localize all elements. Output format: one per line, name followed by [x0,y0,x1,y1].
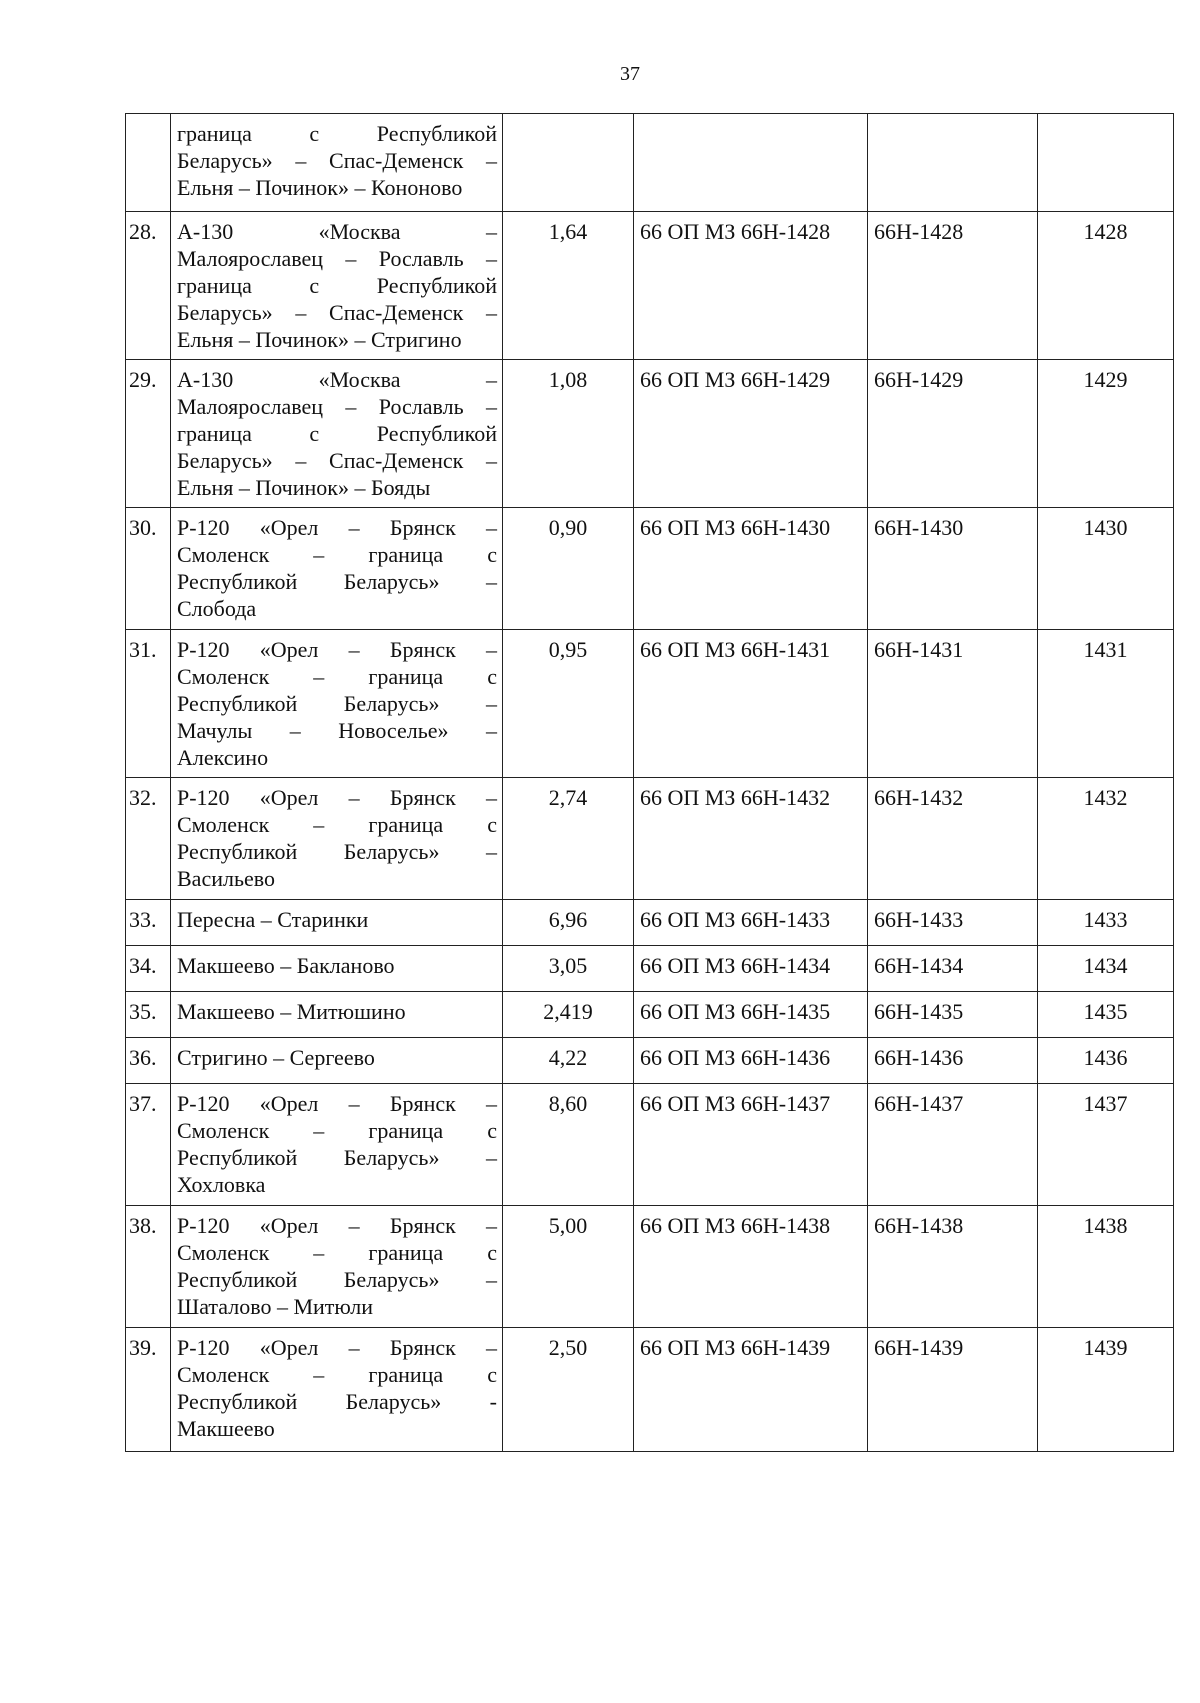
length-cell: 2,419 [503,992,634,1038]
table-row [126,1206,1174,1328]
road-code-cell: 66Н-1437 [868,1084,1038,1206]
registration-number-cell: 66 ОП МЗ 66Н-1438 [634,1206,868,1328]
road-name-line: Слобода [177,596,257,621]
length-cell: 2,74 [503,778,634,900]
length-cell: 2,50 [503,1328,634,1452]
road-name-line: Смоленск – граница с [177,1240,497,1265]
road-name-line: Шаталово – Митюли [177,1294,374,1319]
road-name-line: Р-120 «Орел – Брянск – [177,1335,497,1360]
road-code-cell [868,114,1038,212]
sequence-number-cell [1038,114,1174,212]
length-cell: 3,05 [503,946,634,992]
row-number-cell: 28. [126,212,171,360]
sequence-number-cell: 1429 [1038,360,1174,508]
road-name-line: Беларусь» – Спас-Деменск – [177,148,497,173]
length-cell: 1,64 [503,212,634,360]
road-code-cell: 66Н-1435 [868,992,1038,1038]
road-name-line: Республикой Беларусь» – [177,839,497,864]
road-name-cell [171,1038,503,1084]
road-name-line: Пересна – Старинки [177,907,369,932]
road-code-cell: 66Н-1432 [868,778,1038,900]
registration-number-cell [634,114,868,212]
road-name-line: Республикой Беларусь» - [177,1389,497,1414]
road-name-cell [171,1206,503,1328]
road-name-line: граница с Республикой [177,273,497,298]
registration-number-cell: 66 ОП МЗ 66Н-1435 [634,992,868,1038]
length-cell: 0,90 [503,508,634,630]
table-row [126,212,1174,360]
length-cell [503,114,634,212]
table-row [126,360,1174,508]
road-name-line: Республикой Беларусь» – [177,1267,497,1292]
table-row [126,1038,1174,1084]
registration-number-cell: 66 ОП МЗ 66Н-1434 [634,946,868,992]
road-code-cell: 66Н-1436 [868,1038,1038,1084]
sequence-number-cell: 1439 [1038,1328,1174,1452]
road-code-cell: 66Н-1433 [868,900,1038,946]
road-name-cell [171,212,503,360]
length-cell: 6,96 [503,900,634,946]
road-name-line: Васильево [177,866,275,891]
row-number-cell: 34. [126,946,171,992]
road-name-line: Ельня – Починок» – Кононово [177,175,463,200]
road-name-line: Ельня – Починок» – Бояды [177,475,431,500]
road-name-line: Р-120 «Орел – Брянск – [177,515,497,540]
road-name-line: А-130 «Москва – [177,367,497,392]
registration-number-cell: 66 ОП МЗ 66Н-1433 [634,900,868,946]
road-name-line: Мачулы – Новоселье» – [177,718,497,743]
road-name-cell [171,360,503,508]
row-number-cell: 30. [126,508,171,630]
length-cell: 0,95 [503,630,634,778]
road-code-cell: 66Н-1438 [868,1206,1038,1328]
sequence-number-cell: 1436 [1038,1038,1174,1084]
registration-number-cell: 66 ОП МЗ 66Н-1430 [634,508,868,630]
sequence-number-cell: 1435 [1038,992,1174,1038]
table-row [126,900,1174,946]
row-number-cell: 35. [126,992,171,1038]
road-name-line: Республикой Беларусь» – [177,569,497,594]
length-cell: 5,00 [503,1206,634,1328]
road-name-line: Смоленск – граница с [177,664,497,689]
road-name-cell [171,778,503,900]
table-body [126,114,1174,1452]
length-cell: 1,08 [503,360,634,508]
road-name-line: Р-120 «Орел – Брянск – [177,1091,497,1116]
road-name-cell [171,946,503,992]
road-code-cell: 66Н-1430 [868,508,1038,630]
road-name-line: Смоленск – граница с [177,1118,497,1143]
table-row [126,1328,1174,1452]
registration-number-cell: 66 ОП МЗ 66Н-1439 [634,1328,868,1452]
road-code-cell: 66Н-1439 [868,1328,1038,1452]
road-name-line: Р-120 «Орел – Брянск – [177,785,497,810]
road-name-line: Макшеево [177,1416,275,1441]
road-code-cell: 66Н-1431 [868,630,1038,778]
table-row [126,508,1174,630]
row-number-cell: 32. [126,778,171,900]
road-name-cell [171,1084,503,1206]
page-number: 37 [620,63,640,85]
row-number-cell: 38. [126,1206,171,1328]
registration-number-cell: 66 ОП МЗ 66Н-1429 [634,360,868,508]
sequence-number-cell: 1434 [1038,946,1174,992]
road-code-cell: 66Н-1429 [868,360,1038,508]
row-number-cell: 37. [126,1084,171,1206]
road-name-line: Смоленск – граница с [177,542,497,567]
road-name-line: Малоярославец – Рославль – [177,394,497,419]
road-name-cell [171,1328,503,1452]
road-name-line: Малоярославец – Рославль – [177,246,497,271]
row-number-cell [126,114,171,212]
road-name-cell [171,630,503,778]
table-row [126,630,1174,778]
road-name-line: Макшеево – Митюшино [177,999,406,1024]
registration-number-cell: 66 ОП МЗ 66Н-1436 [634,1038,868,1084]
sequence-number-cell: 1437 [1038,1084,1174,1206]
road-name-line: А-130 «Москва – [177,219,497,244]
road-name-line: Смоленск – граница с [177,1362,497,1387]
length-cell: 4,22 [503,1038,634,1084]
registration-number-cell: 66 ОП МЗ 66Н-1437 [634,1084,868,1206]
road-name-line: Ельня – Починок» – Стригино [177,327,462,352]
row-number-cell: 39. [126,1328,171,1452]
registration-number-cell: 66 ОП МЗ 66Н-1428 [634,212,868,360]
road-name-line: Беларусь» – Спас-Деменск – [177,300,497,325]
row-number-cell: 31. [126,630,171,778]
road-name-line: Республикой Беларусь» – [177,1145,497,1170]
road-register-table [125,113,1174,1452]
road-name-cell [171,992,503,1038]
sequence-number-cell: 1431 [1038,630,1174,778]
road-name-cell [171,900,503,946]
registration-number-cell: 66 ОП МЗ 66Н-1431 [634,630,868,778]
road-name-line: граница с Республикой [177,121,497,146]
registration-number-cell: 66 ОП МЗ 66Н-1432 [634,778,868,900]
sequence-number-cell: 1430 [1038,508,1174,630]
road-name-cell [171,114,503,212]
table-row [126,1084,1174,1206]
road-name-line: Хохловка [177,1172,266,1197]
road-name-line: граница с Республикой [177,421,497,446]
road-name-line: Макшеево – Бакланово [177,953,395,978]
length-cell: 8,60 [503,1084,634,1206]
table-row [126,114,1174,212]
sequence-number-cell: 1432 [1038,778,1174,900]
row-number-cell: 29. [126,360,171,508]
road-name-line: Республикой Беларусь» – [177,691,497,716]
table-row [126,992,1174,1038]
road-name-line: Стригино – Сергеево [177,1045,375,1070]
road-name-line: Беларусь» – Спас-Деменск – [177,448,497,473]
sequence-number-cell: 1428 [1038,212,1174,360]
road-name-line: Смоленск – граница с [177,812,497,837]
road-name-cell [171,508,503,630]
road-name-line: Р-120 «Орел – Брянск – [177,1213,497,1238]
row-number-cell: 33. [126,900,171,946]
road-code-cell: 66Н-1428 [868,212,1038,360]
sequence-number-cell: 1438 [1038,1206,1174,1328]
road-name-line: Алексино [177,745,269,770]
table-row [126,946,1174,992]
road-name-line: Р-120 «Орел – Брянск – [177,637,497,662]
sequence-number-cell: 1433 [1038,900,1174,946]
table-row [126,778,1174,900]
road-code-cell: 66Н-1434 [868,946,1038,992]
row-number-cell: 36. [126,1038,171,1084]
